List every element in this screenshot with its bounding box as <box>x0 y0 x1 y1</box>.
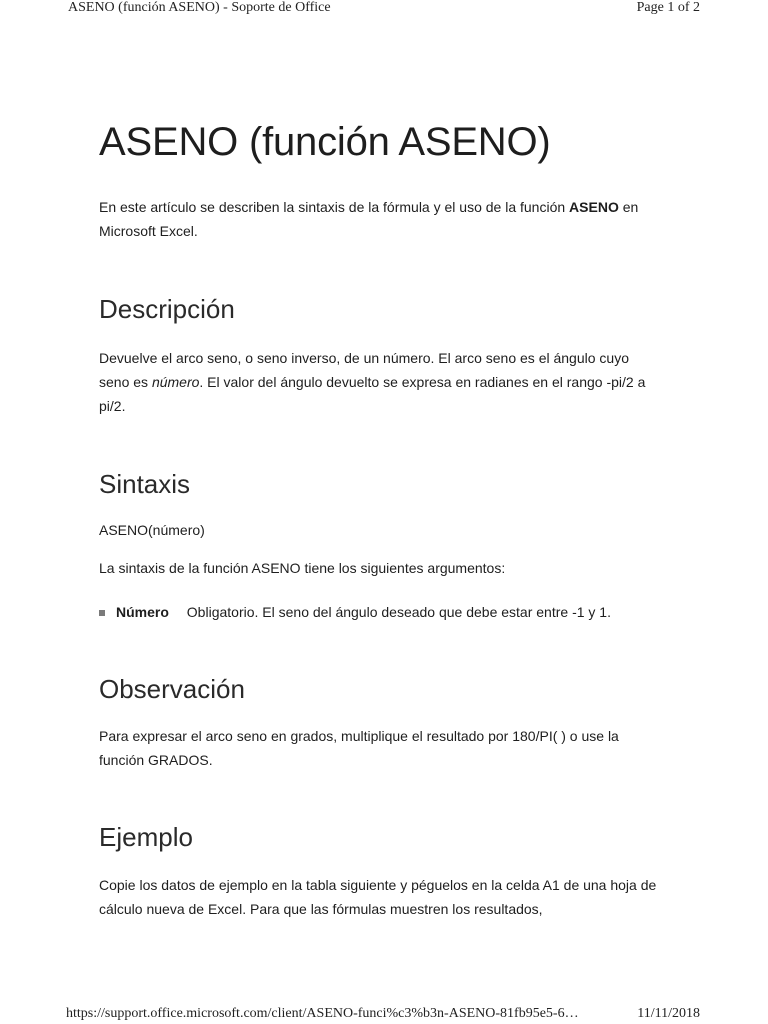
arguments-list <box>99 600 659 624</box>
argument-name: Número <box>116 604 169 620</box>
intro-text-end: en Microsoft Excel. <box>99 199 639 239</box>
observation-paragraph: Para expresar el arco seno en grados, multiplique el resultado por 180/PI( ) o use la función GRADOS. <box>99 728 619 768</box>
intro-text: En este artículo se describen la sintaxis de la fórmula y el uso de la función <box>99 199 570 215</box>
heading-descripcion: Descripción <box>99 294 235 324</box>
print-header-page-number: Page 1 of 2 <box>636 0 700 15</box>
heading-ejemplo: Ejemplo <box>99 822 193 852</box>
intro-paragraph <box>99 195 659 243</box>
description-paragraph <box>99 346 659 418</box>
heading-sintaxis: Sintaxis <box>99 469 191 499</box>
example-paragraph: Copie los datos de ejemplo en la tabla siguiente y péguelos en la celda A1 de una hoja de cálculo nueva de Excel. Para que las fórmulas muestren los resultados, <box>99 877 657 917</box>
arguments-intro: La sintaxis de la función ASENO tiene los siguientes argumentos: <box>99 560 506 576</box>
page-title: ASENO (función ASENO) <box>99 120 551 164</box>
print-footer-date: 11/11/2018 <box>637 1006 700 1021</box>
description-text-end: . El valor del ángulo devuelto se expresa en radianes en el rango -pi/2 a pi/2. <box>99 374 646 414</box>
heading-observacion: Observación <box>99 674 245 704</box>
article <box>99 112 659 921</box>
argument-description: Obligatorio. El seno del ángulo deseado que debe estar entre -1 y 1. <box>186 604 611 620</box>
syntax-signature: ASENO(número) <box>99 522 205 538</box>
list-item <box>99 600 659 624</box>
print-header-title: ASENO (función ASENO) - Soporte de Office <box>68 0 331 15</box>
print-footer <box>0 1006 768 1024</box>
description-text: Devuelve el arco seno, o seno inverso, de un número. El arco seno es el ángulo cuyo seno es <box>99 350 629 390</box>
bullet-square-icon <box>99 610 105 616</box>
print-footer-url: https://support.office.microsoft.com/client/ASENO-funci%c3%b3n-ASENO-81fb95e5-6… <box>66 1006 579 1021</box>
intro-function-name: ASENO <box>569 199 619 215</box>
print-header <box>0 0 768 20</box>
description-italic-term: número <box>151 374 200 390</box>
